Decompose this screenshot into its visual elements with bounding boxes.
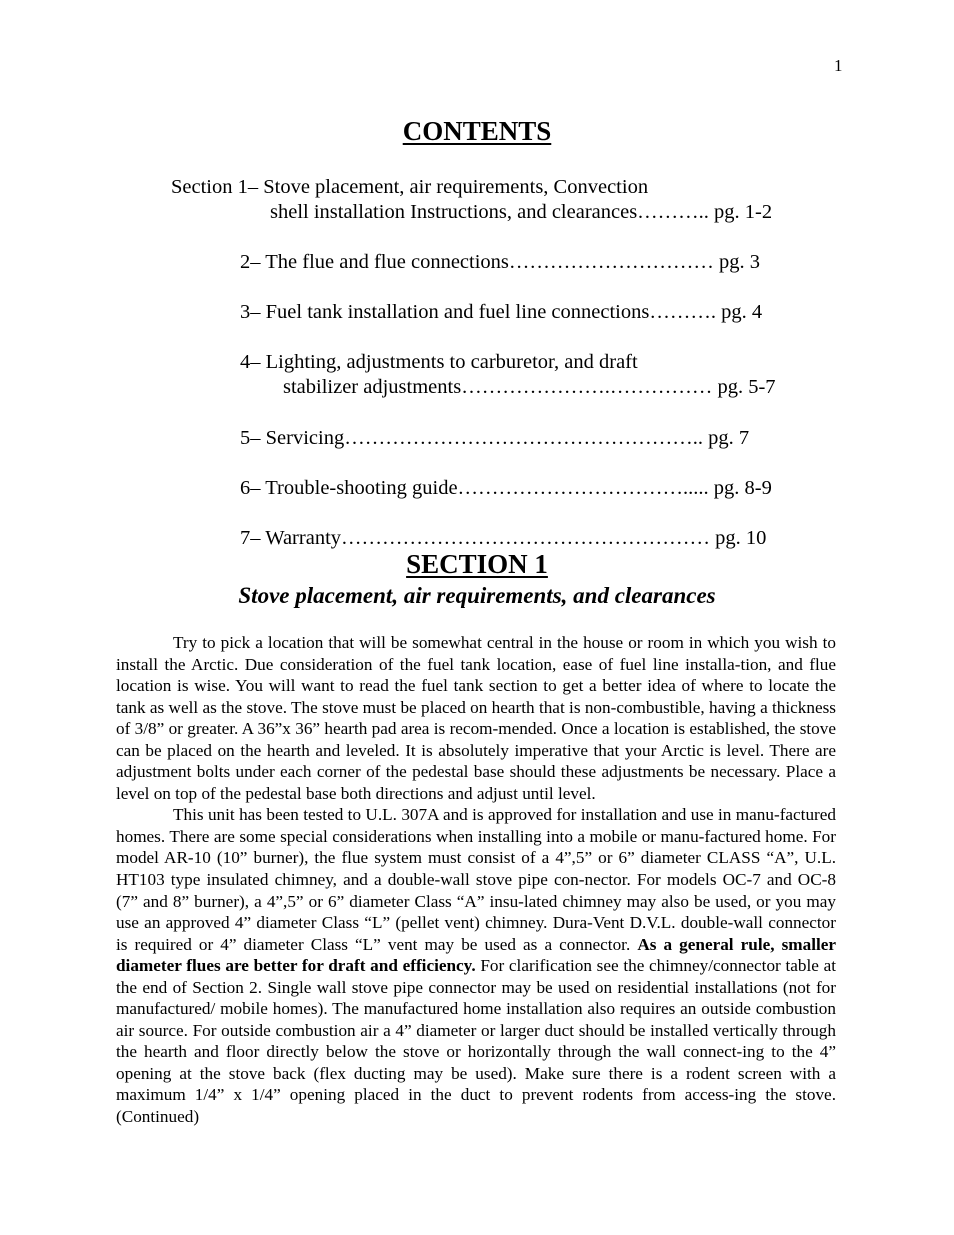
contents-title: CONTENTS: [402, 116, 552, 146]
toc-line: shell installation Instructions, and clearances……….. pg. 1-2: [270, 201, 773, 223]
paragraph: Try to pick a location that will be somewhat central in the house or room in which you wish to install the Arctic. Due consideration of the fuel tank location, ease of fuel line installa-tion, and flue location is wise. You will want to read the fuel tank section to get a better idea of where to locate the tank as well as the stove. The stove must be placed on hearth that is non-combustible, having a thickness of 3/8” or greater. A 36”x 36” hearth pad area is recom-mended. Once a location is established, the stove can be placed on the hearth and leveled. It is absolutely imperative that your Arctic is level. There are adjustment bolts under each corner of the pedestal base should these adjustments be necessary. Place a level on top of the pedestal base both directions and adjust until level.: [116, 633, 836, 803]
toc-line: 3– Fuel tank installation and fuel line connections………. pg. 4: [240, 301, 763, 323]
toc-line: 4– Lighting, adjustments to carburetor, and draft: [240, 351, 638, 373]
section-subtitle: Stove placement, air requirements, and clearances: [238, 583, 716, 608]
paragraph-text: This unit has been tested to U.L. 307A and is approved for installation and use in manu-factured homes. There are some special considerations when installing into a mobile or manu-factured home. For model AR-10 (10” burner), the flue system must consist of a 4”,5” or 6” diameter CLASS “A”, U.L. HT103 type insulated chimney, and a double-wall stove pipe con-nector. For models OC-7 and OC-8 (7” and 8” burner), a 4”,5” or 6” diameter Class “A” insu-lated chimney may also be used, or you may use an approved 4” diameter Class “L” (pellet vent) chimney. Dura-Vent D.V.L. double-wall connector is required or 4” diameter Class “L” vent may be used as a connector.: [116, 805, 836, 954]
toc-line: 7– Warranty……………………………………………… pg. 10: [240, 527, 767, 549]
body-text: [116, 632, 836, 1128]
toc-line: 6– Trouble-shooting guide……………………………..... pg. 8-9: [240, 477, 772, 499]
paragraph-text: For clarification see the chimney/connector table at the end of Section 2. Single wall stove pipe connector may be used on residential installations (not for manufactured/ mobile homes). The manufactured home installation also requires an outside combustion air source. For outside combustion air a 4” diameter or larger duct should be installed vertically through the hearth and floor directly below the stove or horizontally through the wall connect-ing to the 4” opening at the stove back (flex ducting may be used). Make sure there is a rodent screen with a maximum 1/4” x 1/4” opening placed in the duct to prevent rodents from access-ing the stove. (Continued): [116, 956, 836, 1127]
toc-line: stabilizer adjustments………………….…………… pg. 5-7: [283, 376, 776, 398]
toc-line: 2– The flue and flue connections………………………… pg. 3: [240, 251, 761, 273]
bold-note: As a general rule, smaller diameter flues are better for draft and efficiency.: [116, 934, 837, 976]
toc-line: Section 1– Stove placement, air requirements, Convection: [171, 176, 649, 198]
paragraph: [116, 804, 836, 1127]
section-title: SECTION 1: [406, 549, 548, 579]
page-number: 1: [834, 56, 843, 75]
toc-line: 5– Servicing…………………………………………….. pg. 7: [240, 427, 750, 449]
